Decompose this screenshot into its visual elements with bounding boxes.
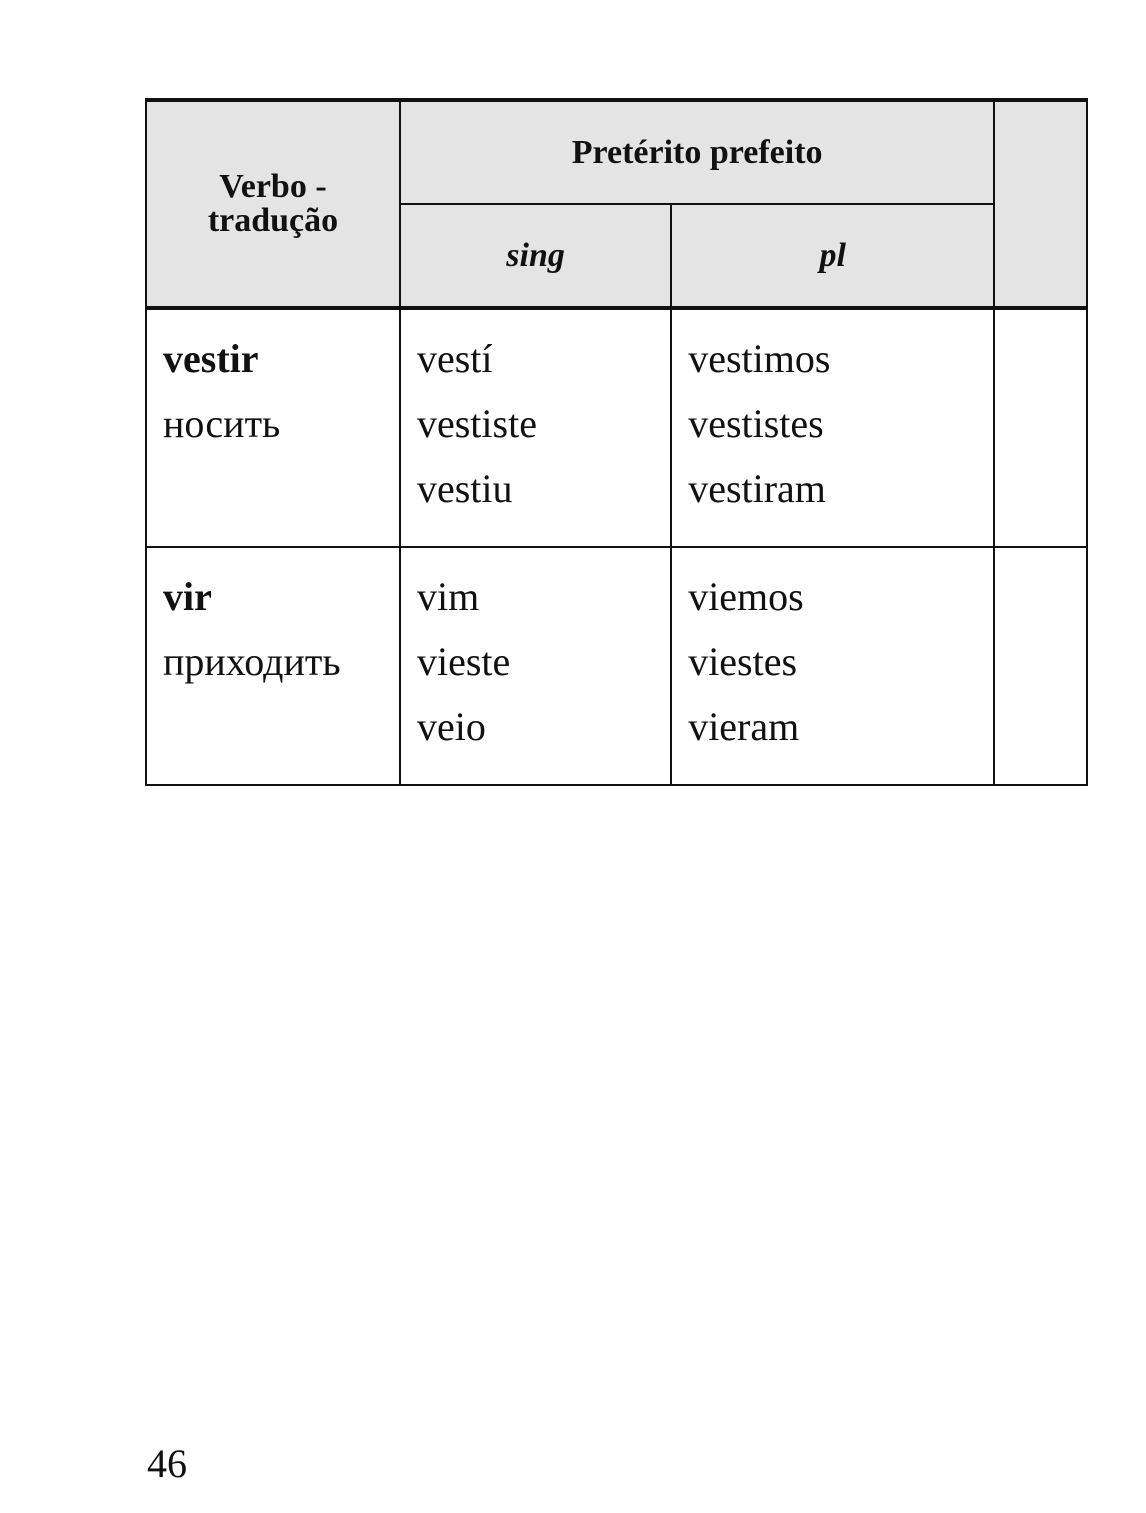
form-2sg: vestiste xyxy=(416,401,537,446)
plural-header: pl xyxy=(671,204,994,308)
truncated-column-header xyxy=(994,100,1087,308)
singular-header: sing xyxy=(400,204,671,308)
table-row xyxy=(146,547,1087,785)
form-1sg: vestí xyxy=(416,336,493,381)
singular-forms-cell xyxy=(400,547,671,785)
form-3sg: vestiu xyxy=(416,466,513,511)
conjugation-table xyxy=(145,98,1088,786)
truncated-column-cell xyxy=(994,547,1087,785)
verb-translation-header xyxy=(146,100,400,308)
table-row xyxy=(146,308,1087,547)
verb-name: vir xyxy=(163,574,212,619)
singular-forms-cell xyxy=(400,308,671,547)
form-1pl: vestimos xyxy=(688,336,831,381)
form-1sg: vim xyxy=(416,574,480,619)
page-number: 46 xyxy=(147,1441,187,1486)
verb-name: vestir xyxy=(163,336,259,381)
form-3pl: vieram xyxy=(688,704,800,749)
form-3pl: vestiram xyxy=(688,466,826,511)
table-header xyxy=(146,100,1087,308)
form-1pl: viemos xyxy=(688,574,804,619)
tense-header: Pretérito prefeito xyxy=(400,100,994,204)
verb-cell xyxy=(146,308,400,547)
form-3sg: veio xyxy=(416,704,486,749)
form-2pl: vestistes xyxy=(688,401,824,446)
verb-header-line1: Verbo - xyxy=(219,168,327,205)
truncated-column-cell xyxy=(994,308,1087,547)
verb-header-line2: tradução xyxy=(207,202,339,239)
header-row-top xyxy=(146,100,1087,204)
form-2pl: viestes xyxy=(688,639,798,684)
plural-forms-cell xyxy=(671,547,994,785)
verb-translation: приходить xyxy=(163,639,341,684)
verb-translation: носить xyxy=(163,401,281,446)
verb-cell xyxy=(146,547,400,785)
table-body xyxy=(146,308,1087,785)
plural-forms-cell xyxy=(671,308,994,547)
form-2sg: vieste xyxy=(416,639,511,684)
